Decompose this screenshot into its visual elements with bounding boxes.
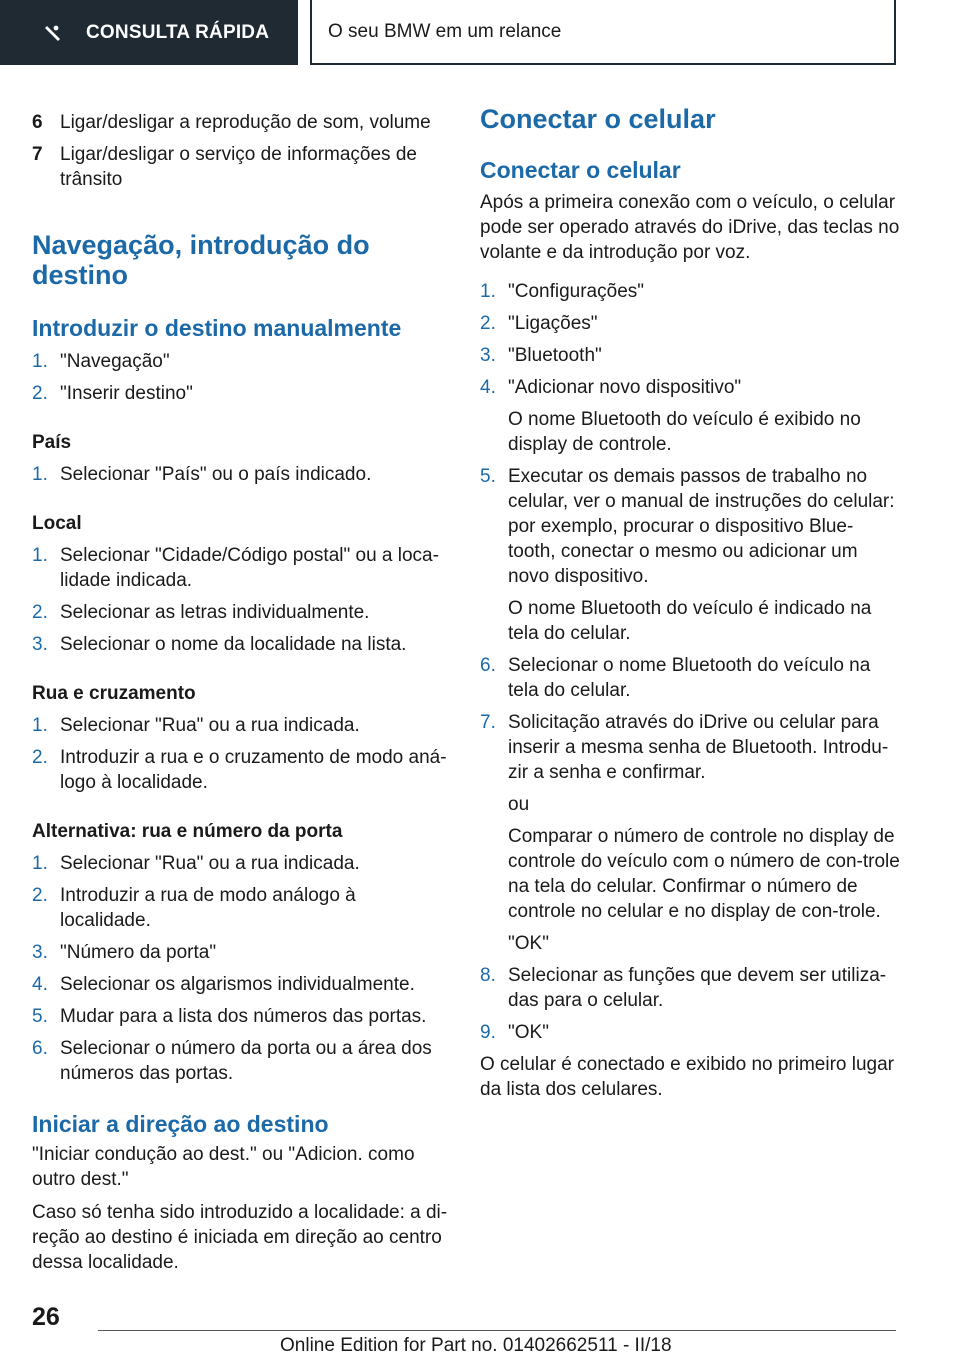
paragraph: "Iniciar condução ao dest." ou "Adicion. como outro dest." [32,1144,415,1190]
list-item: 4. "Adicionar novo dispositivo" [480,377,742,398]
step-heading: Alternativa: rua e número da porta [32,821,343,842]
step-heading: Local [32,513,82,534]
section-tab[interactable] [0,0,298,65]
step-note: ou [508,794,530,815]
paragraph: O celular é conectado e exibido no primeiro lugar da lista dos celulares. [480,1054,895,1100]
section-heading: Conectar o celular [480,104,716,134]
quick-reference-icon [44,24,62,42]
step-heading: Rua e cruzamento [32,683,196,704]
list-item: 2. Introduzir a rua e o cruzamento de modo aná-logo à localidade. [32,747,447,793]
list-item: 2. Selecionar as letras individualmente. [32,602,370,623]
step-note: O nome Bluetooth do veículo é exibido no display de controle. [508,409,861,455]
list-item: 1. "Navegação" [32,351,170,372]
subsection-heading: Iniciar a direção ao destino [32,1111,329,1137]
paragraph: Após a primeira conexão com o veículo, o celular pode ser operado através do iDrive, das teclas no volante e da introdução por voz. [480,192,900,263]
list-item: 2. "Inserir destino" [32,383,193,404]
subsection-heading: Introduzir o destino manualmente [32,315,402,341]
section-heading: Navegação, introdução do destino [32,230,370,290]
step-note: Comparar o número de controle no display de controle do veículo com o número de con-trole na tela do celular. Confirmar o número de controle no celular e no display de con-trole. [508,826,900,922]
list-item: 1. "Configurações" [480,281,645,302]
list-item: 7 Ligar/desligar o serviço de informações de trânsito [32,144,417,190]
list-item: 2. "Ligações" [480,313,598,334]
step-note: "OK" [508,933,549,954]
list-item: 1. Selecionar "Rua" ou a rua indicada. [32,853,360,874]
list-item: 1. Selecionar "Cidade/Código postal" ou a loca-lidade indicada. [32,545,439,591]
right-column [480,104,900,1102]
list-item: 6 Ligar/desligar a reprodução de som, volume [32,112,431,133]
list-item: 5. Executar os demais passos de trabalho no celular, ver o manual de instruções do celular: por exemplo, procurar o dispositivo Blue-tooth, conectar o mesmo ou adicionar um novo dispositivo. [480,466,895,587]
list-item: 9. "OK" [480,1022,549,1043]
page-number: 26 [32,1303,60,1331]
list-item: 4. Selecionar os algarismos individualmente. [32,974,415,995]
list-item: 3. "Bluetooth" [480,345,602,366]
edition-note: Online Edition for Part no. 01402662511 - II/18 [280,1335,672,1356]
list-item: 7. Solicitação através do iDrive ou celular para inserir a mesma senha de Bluetooth. Introdu-zir a senha e confirmar. [480,712,889,783]
list-item: 3. "Número da porta" [32,942,217,963]
list-item: 6. Selecionar o número da porta ou a área dos números das portas. [32,1038,432,1084]
list-item: 3. Selecionar o nome da localidade na lista. [32,634,407,655]
list-item: 5. Mudar para a lista dos números das portas. [32,1006,427,1027]
step-note: O nome Bluetooth do veículo é indicado na tela do celular. [508,598,872,644]
subsection-heading: Conectar o celular [480,157,681,183]
chapter-title: O seu BMW em um relance [310,0,896,65]
list-item: 1. Selecionar "Rua" ou a rua indicada. [32,715,360,736]
list-item: 2. Introduzir a rua de modo análogo à localidade. [32,885,356,931]
footer-divider [98,1330,896,1331]
list-item: 8. Selecionar as funções que devem ser utiliza-das para o celular. [480,965,887,1011]
left-column [32,108,450,1275]
section-tab-label: CONSULTA RÁPIDA [86,21,270,43]
list-item: 6. Selecionar o nome Bluetooth do veículo na tela do celular. [480,655,871,701]
paragraph: Caso só tenha sido introduzido a localidade: a di-reção ao destino é iniciada em direção ao centro dessa localidade. [32,1202,448,1273]
list-item: 1. Selecionar "País" ou o país indicado. [32,464,372,485]
step-heading: País [32,432,72,453]
